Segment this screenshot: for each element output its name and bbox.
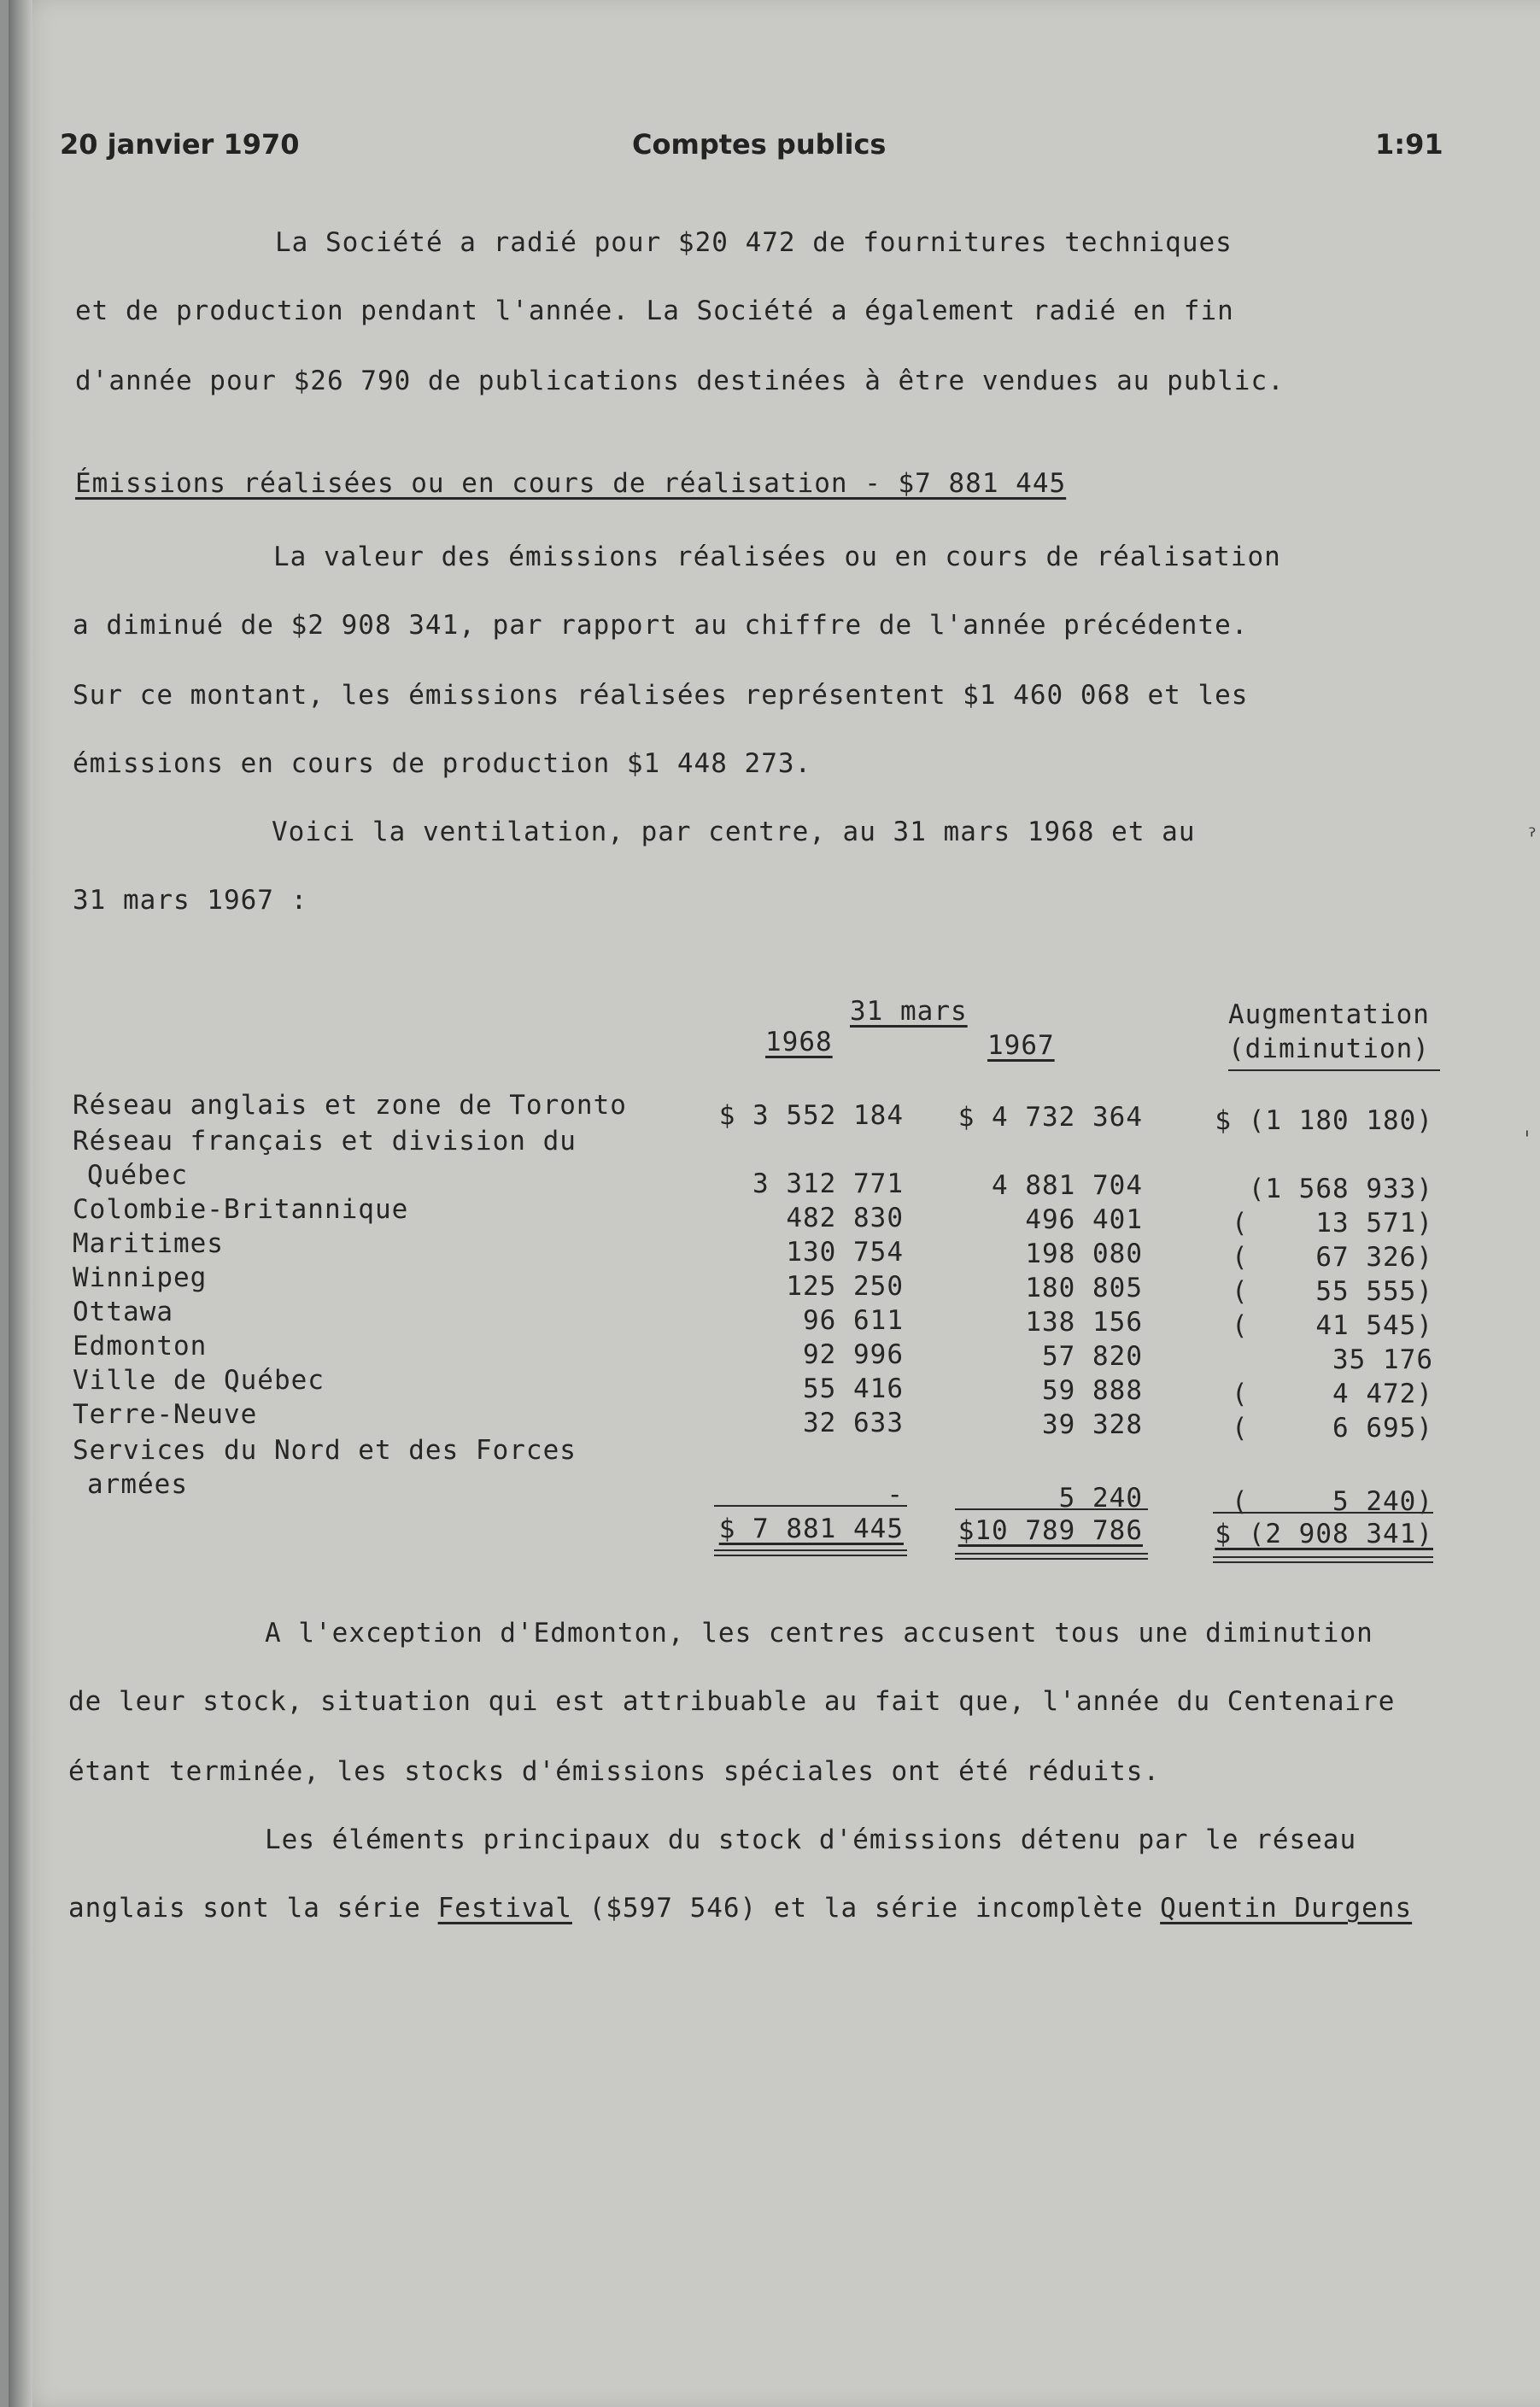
paragraph4-line1: A l'exception d'Edmonton, les centres accusent tous une diminution xyxy=(265,1618,1373,1649)
table-cell-1967: 138 156 xyxy=(1025,1307,1143,1338)
table-cell-change: $ (1 180 180) xyxy=(1215,1105,1433,1136)
table-row-label: Edmonton xyxy=(73,1331,208,1362)
table-cell-1967: 5 240 xyxy=(1058,1483,1143,1514)
paragraph4-line3: étant terminée, les stocks d'émissions spéciales ont été réduits. xyxy=(68,1756,1161,1787)
table-cell-1968: 3 312 771 xyxy=(752,1168,904,1199)
margin-mark: ˀ xyxy=(1525,827,1539,852)
table-cell-change: ( 6 695) xyxy=(1232,1413,1433,1444)
total-double-rule-change xyxy=(1213,1556,1433,1563)
table-group-header: 31 mars xyxy=(850,996,968,1027)
header-page-number: 1:91 xyxy=(1375,128,1443,161)
table-cell-1968: 125 250 xyxy=(786,1271,904,1302)
table-cell-1968: 130 754 xyxy=(786,1237,904,1268)
table-cell-1968: 96 611 xyxy=(803,1305,904,1336)
table-total-1967: $10 789 786 xyxy=(957,1515,1143,1546)
paragraph3-line2: 31 mars 1967 : xyxy=(73,885,308,916)
table-cell-1967: 39 328 xyxy=(1042,1409,1143,1440)
table-total-1968: $ 7 881 445 xyxy=(718,1514,904,1544)
paragraph5-line1: Les éléments principaux du stock d'émissions détenu par le réseau xyxy=(265,1824,1357,1855)
table-cell-1967: 59 888 xyxy=(1042,1375,1143,1406)
table-cell-1967: 198 080 xyxy=(1025,1239,1143,1269)
table-col-change-line1: Augmentation xyxy=(1228,999,1430,1030)
margin-mark: ˈ xyxy=(1520,1127,1534,1153)
paragraph1-line1: La Société a radié pour $20 472 de fournitures techniques xyxy=(275,227,1233,258)
paragraph4-line2: de leur stock, situation qui est attribuable au fait que, l'année du Centenaire xyxy=(68,1686,1396,1717)
table-row-label-cont: Québec xyxy=(87,1160,188,1191)
paragraph5-text: anglais sont la série xyxy=(68,1893,438,1924)
paragraph1-line3: d'année pour $26 790 de publications destinées à être vendues au public. xyxy=(75,366,1285,396)
document-page xyxy=(9,0,1540,2407)
total-double-rule-1967 xyxy=(955,1553,1148,1560)
table-cell-1967: 4 881 704 xyxy=(992,1170,1143,1201)
table-cell-1968: 55 416 xyxy=(803,1373,904,1404)
table-cell-1968: 482 830 xyxy=(786,1203,904,1233)
table-row-label-cont: armées xyxy=(87,1469,188,1500)
paragraph5-text-mid: ($597 546) et la série incomplète xyxy=(571,1893,1161,1924)
table-cell-1967: 496 401 xyxy=(1025,1204,1143,1235)
table-cell-1968: 32 633 xyxy=(803,1408,904,1438)
paragraph3-line1: Voici la ventilation, par centre, au 31 mars 1968 et au xyxy=(272,817,1196,847)
festival-series-title: Festival xyxy=(437,1893,572,1924)
table-col-change-line2: (diminution) xyxy=(1228,1034,1430,1064)
subtotal-rule-change xyxy=(1213,1512,1433,1514)
table-row-label: Réseau français et division du xyxy=(73,1126,577,1157)
paragraph1-line2: et de production pendant l'année. La Société a également radié en fin xyxy=(75,296,1234,326)
section-heading: Émissions réalisées ou en cours de réalisation - $7 881 445 xyxy=(75,468,1067,499)
total-double-rule-1968 xyxy=(714,1549,907,1556)
table-total-change: $ (2 908 341) xyxy=(1215,1519,1433,1549)
table-cell-1968: $ 3 552 184 xyxy=(718,1100,904,1131)
quentin-durgens-series-title: Quentin Durgens xyxy=(1160,1893,1413,1924)
table-cell-1968: - xyxy=(887,1479,904,1510)
table-row-label: Services du Nord et des Forces xyxy=(73,1435,577,1466)
paragraph5-line2 xyxy=(68,1893,1412,1924)
table-cell-1967: $ 4 732 364 xyxy=(957,1102,1143,1133)
page-binding-edge xyxy=(9,0,32,2407)
table-col-1968: 1968 xyxy=(765,1027,833,1057)
table-cell-1968: 92 996 xyxy=(803,1339,904,1370)
paragraph2-line1: La valeur des émissions réalisées ou en cours de réalisation xyxy=(273,542,1281,572)
header-title: Comptes publics xyxy=(632,128,887,161)
table-cell-1967: 57 820 xyxy=(1042,1341,1143,1372)
paragraph2-line3: Sur ce montant, les émissions réalisées représentent $1 460 068 et les xyxy=(73,680,1249,711)
table-col-1967: 1967 xyxy=(987,1030,1055,1061)
table-row-label: Maritimes xyxy=(73,1228,224,1259)
table-row-label: Terre-Neuve xyxy=(73,1399,258,1430)
table-cell-change: ( 5 240) xyxy=(1232,1486,1433,1517)
table-row-label: Réseau anglais et zone de Toronto xyxy=(73,1090,627,1121)
table-cell-change: ( 55 555) xyxy=(1232,1276,1433,1307)
table-cell-change: ( 41 545) xyxy=(1232,1310,1433,1341)
table-row-label: Winnipeg xyxy=(73,1262,208,1293)
table-cell-1967: 180 805 xyxy=(1025,1273,1143,1303)
table-row-label: Ottawa xyxy=(73,1297,173,1327)
table-cell-change: ( 67 326) xyxy=(1232,1242,1433,1273)
table-row-label: Colombie-Britannique xyxy=(73,1194,409,1225)
table-cell-change: ( 4 472) xyxy=(1232,1379,1433,1409)
paragraph2-line2: a diminué de $2 908 341, par rapport au chiffre de l'année précédente. xyxy=(73,610,1249,641)
subtotal-rule-1968 xyxy=(714,1505,907,1507)
paragraph2-line4: émissions en cours de production $1 448 273. xyxy=(73,748,812,779)
table-cell-change: 35 176 xyxy=(1332,1344,1433,1375)
table-cell-change: ( 13 571) xyxy=(1232,1208,1433,1239)
subtotal-rule-1967 xyxy=(955,1508,1148,1510)
header-date: 20 janvier 1970 xyxy=(60,128,300,161)
table-col-change-rule xyxy=(1228,1069,1440,1071)
table-cell-change: (1 568 933) xyxy=(1248,1174,1433,1204)
table-row-label: Ville de Québec xyxy=(73,1365,325,1396)
